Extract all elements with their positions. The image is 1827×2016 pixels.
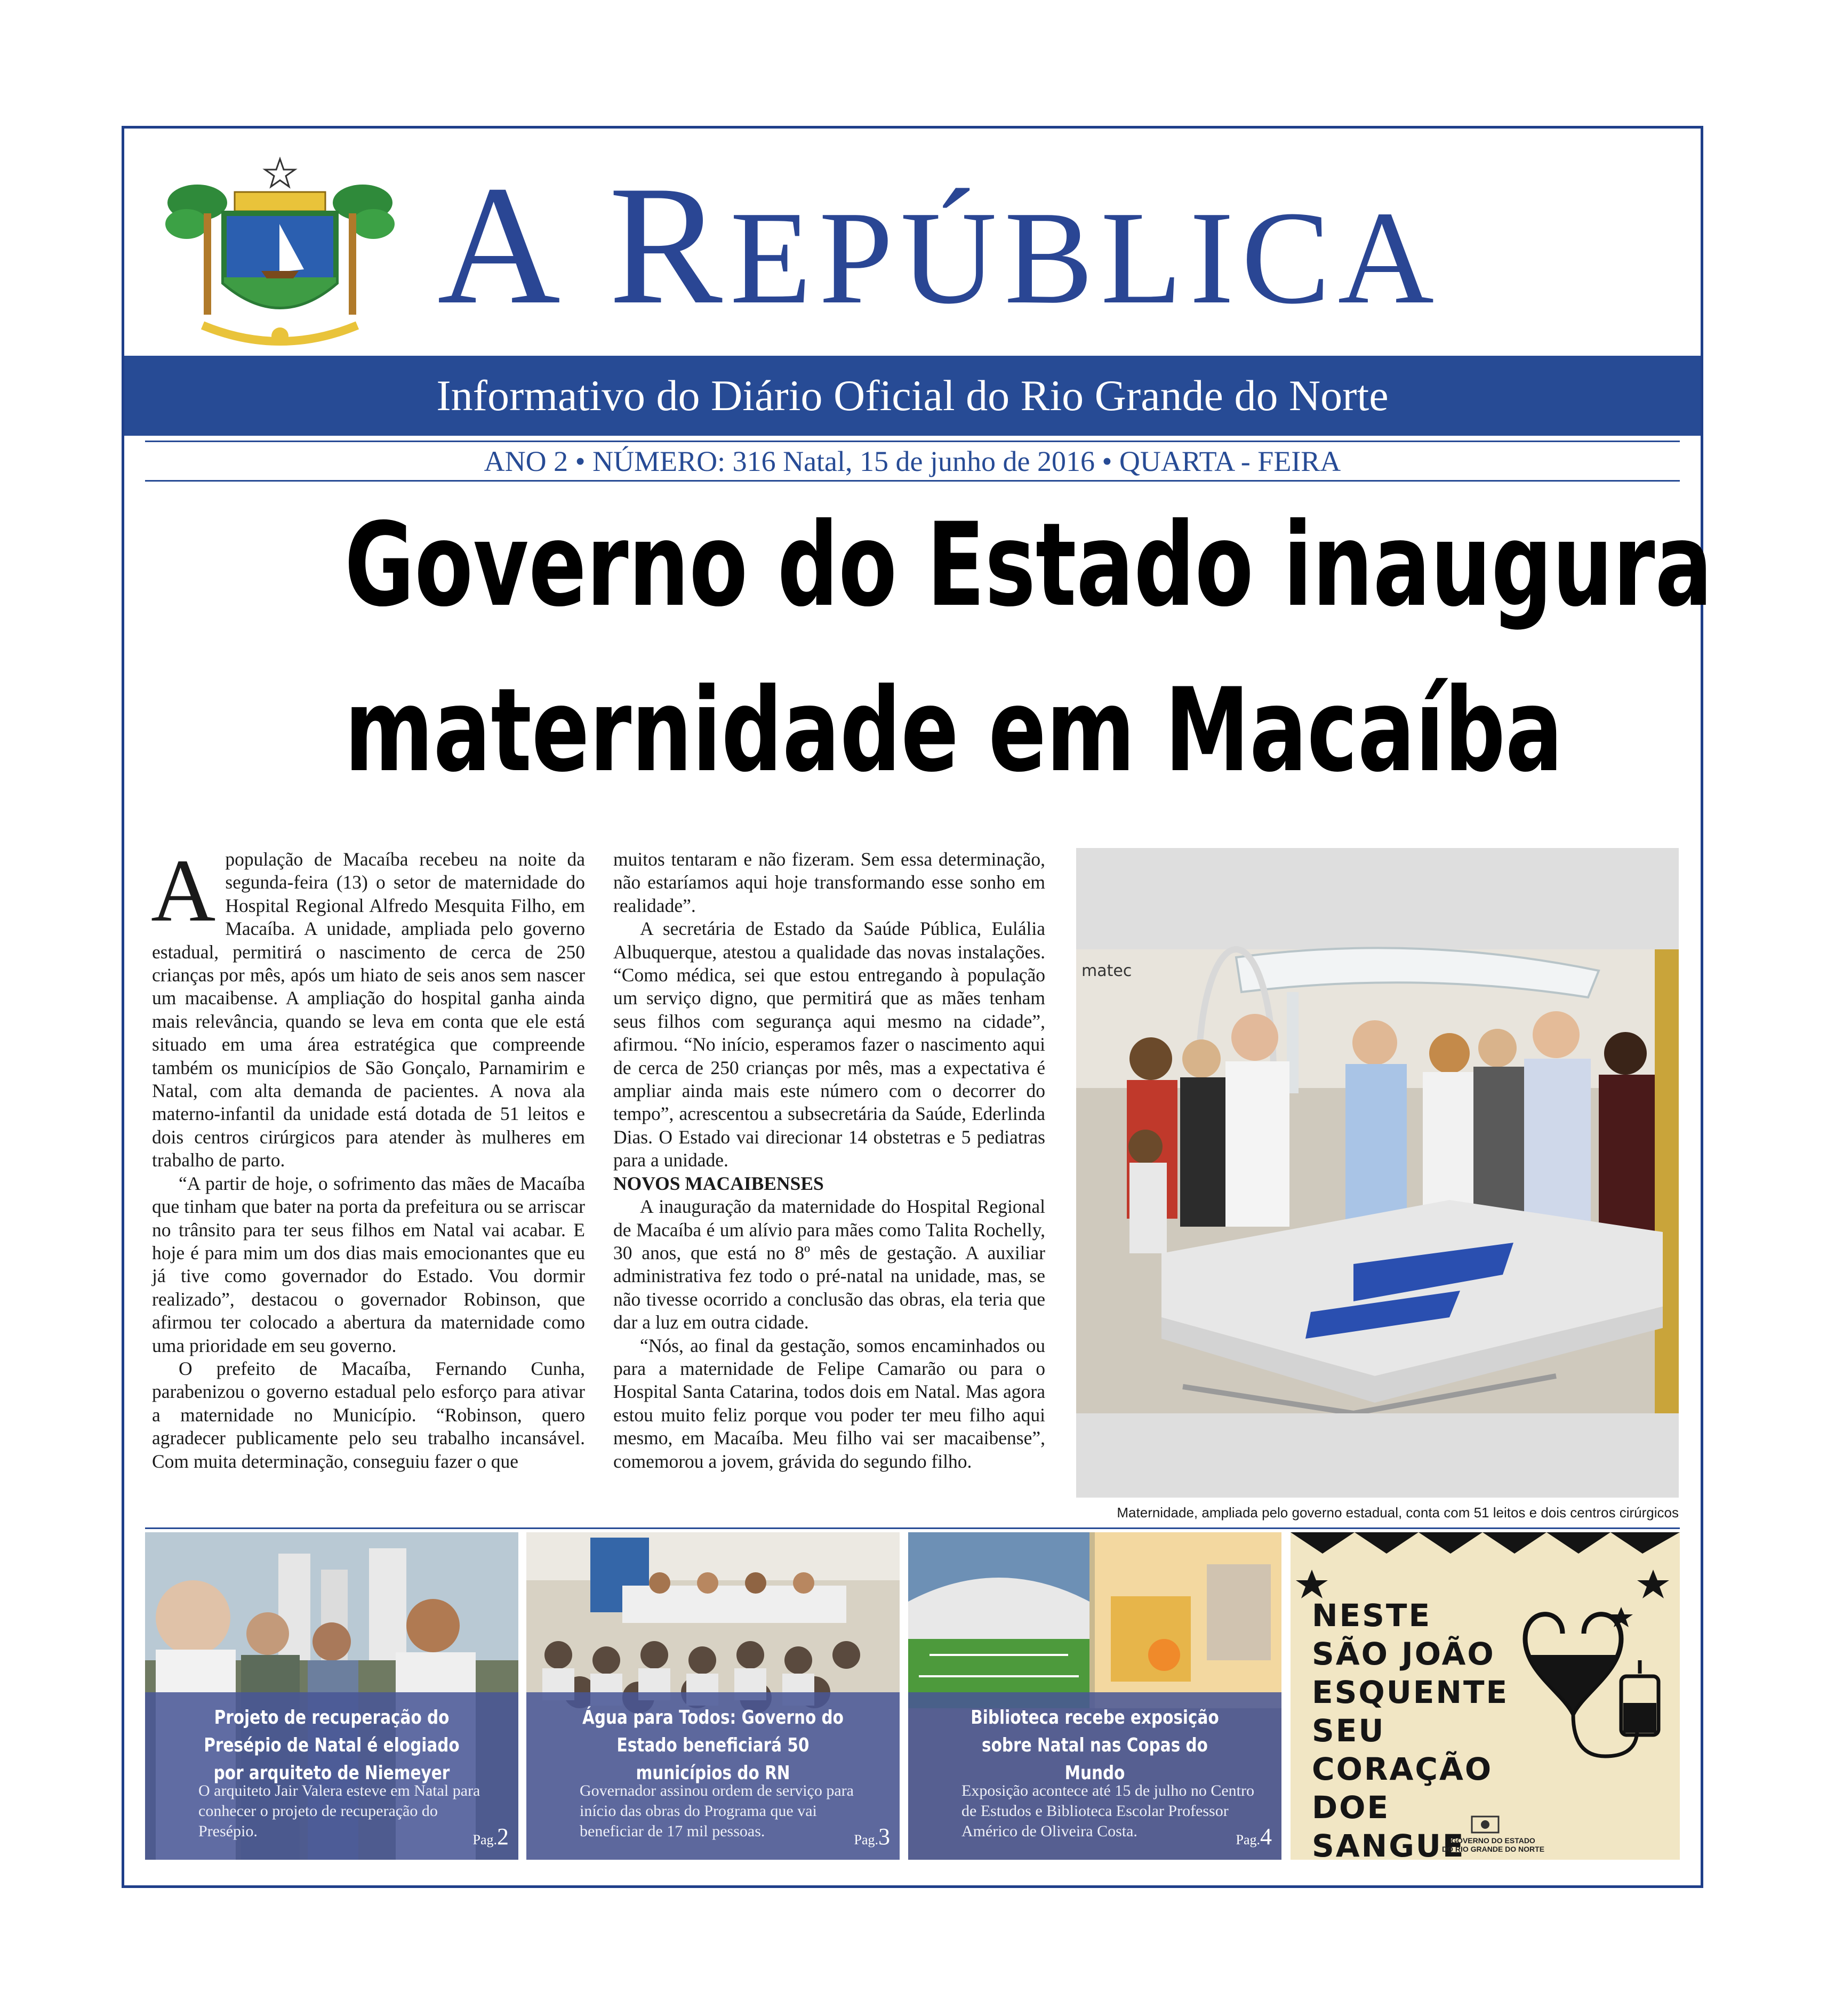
masthead-title-r: R	[608, 151, 730, 340]
article-paragraph-text: população de Macaíba recebeu na noite da segunda-feira (13) o setor de maternidade do Hospital Regional Alfredo Mesquita Filho, em Macaíba. A unidade, ampliada pelo governo estadual, permitirá o nascimento de cerca de 250 crianças por mês, após um hiato de seis anos sem nascer um macaibense. A ampliação do hospital ganha ainda mais relevância, quando se leva em conta que ele está situado em uma área estratégica que compreende também os municípios de São Gonçalo, Parnamirim e Natal, com alta demanda de pacientes. A nova ala materno-infantil da unidade está dotada de 51 leitos e dois centros cirúrgicos para atender às mulheres em trabalho de parto.	[152, 849, 585, 1171]
ad-slogan-line: DOE SANGUE	[1312, 1789, 1465, 1860]
ad-gov-line-2: DO RIO GRANDE DO NORTE	[1441, 1845, 1545, 1853]
article-column-2	[613, 848, 1045, 1473]
dateline: ANO 2 • NÚMERO: 316 Natal, 15 de junho de 2016 • QUARTA - FEIRA	[484, 445, 1341, 477]
article-column-1	[151, 841, 585, 1473]
teaser-card-presepio[interactable]	[145, 1532, 518, 1860]
page-number: 3	[878, 1823, 890, 1850]
main-photo	[1076, 848, 1679, 1498]
drop-cap: A	[151, 841, 216, 940]
ad-slogan-line: ESQUENTE	[1312, 1674, 1509, 1710]
photo-caption: Maternidade, ampliada pelo governo estadual, conta com 51 leitos e dois centros cirúrgicos	[1117, 1505, 1679, 1521]
heart-blood-bag-icon	[1515, 1596, 1674, 1799]
article-paragraph: A inauguração da maternidade do Hospital Regional de Macaíba é um alívio para mães como Talita Rochelly, 30 anos, que está no 8º mês de gestação. A auxiliar administrativa fez todo o pré-natal na unidade, mas, se não tivesse ocorrido a conclusão das obras, ela teria que dar a luz em outra cidade.	[613, 1196, 1045, 1333]
teaser-summary: Exposição acontece até 15 de julho no Centro de Estudos e Biblioteca Escolar Professor Américo de Oliveira Costa.	[961, 1782, 1254, 1840]
ad-slogan-line: NESTE	[1312, 1597, 1432, 1634]
article-paragraph: O prefeito de Macaíba, Fernando Cunha, parabenizou o governo estadual pelo esforço para ativar a maternidade no Município. “Robinson, quero agradecer publicamente pelo seu trabalho incansável. Com muita determinação, conseguiu fazer o que	[152, 1357, 585, 1472]
page-number: 4	[1260, 1823, 1272, 1850]
teaser-summary: O arquiteto Jair Valera esteve em Natal para conhecer o projeto de recuperação do Presépio.	[198, 1782, 480, 1840]
teaser-page-ref	[1236, 1823, 1272, 1850]
ad-slogan-line: SÃO JOÃO	[1312, 1636, 1495, 1672]
article-paragraph: “A partir de hoje, o sofrimento das mães de Macaíba que tinham que bater na porta da prefeitura ou se arriscar no trânsito para ter seus filhos em Natal vai acabar. E hoje é para mim um dos dias mais emocionantes que eu já tive como governador do Estado. Vou dormir realizado”, destacou o governador Robinson, que afirmou ter colocado a abertura da maternidade como uma prioridade em seu governo.	[152, 1172, 585, 1356]
article-subheading: NOVOS MACAIBENSES	[613, 1172, 824, 1194]
teaser-page-ref	[473, 1823, 509, 1850]
teaser-title[interactable]: Biblioteca recebe exposição sobre Natal nas Copas do Mundo	[971, 1707, 1219, 1784]
teaser-summary: Governador assinou ordem de serviço para início das obras do Programa que vai beneficiar de 17 mil pessoas.	[580, 1782, 854, 1840]
photo-sign-text: matec	[1081, 962, 1132, 980]
page-label: Pag.	[1236, 1832, 1260, 1847]
bottom-section-rule	[145, 1527, 1680, 1529]
masthead-title-a: A	[437, 151, 559, 340]
teaser-title[interactable]: Água para Todos: Governo do Estado beneficiará 50 municípios do RN	[582, 1707, 844, 1784]
ad-government-credit	[1413, 1836, 1573, 1853]
coat-of-arms-icon	[165, 155, 395, 357]
dateline-rule-bottom	[145, 480, 1680, 482]
ad-slogan-line: SEU CORAÇÃO	[1312, 1713, 1493, 1787]
page-number: 2	[497, 1823, 509, 1850]
article-paragraph: “Nós, ao final da gestação, somos encaminhados ou para a maternidade de Felipe Camarão ou para o Hospital Santa Catarina, todos dois em Natal. Mas agora estou muito feliz porque vou poder ter meu filho aqui mesmo, em Macaíba. Meu filho vai ser macaibense”, comemorou a jovem, grávida do segundo filho.	[613, 1334, 1045, 1472]
page-label: Pag.	[472, 1832, 497, 1847]
dateline-rule-top	[145, 441, 1680, 442]
headline-line-1: Governo do Estado inaugura	[344, 498, 1713, 632]
blood-donation-ad[interactable]	[1291, 1532, 1680, 1860]
masthead-subtitle: Informativo do Diário Oficial do Rio Grande do Norte	[124, 356, 1701, 436]
teaser-title[interactable]: Projeto de recuperação do Presépio de Natal é elogiado por arquiteto de Niemeyer	[204, 1707, 460, 1784]
article-paragraph	[151, 841, 585, 1172]
teaser-page-ref	[854, 1823, 891, 1850]
ad-gov-line-1: GOVERNO DO ESTADO	[1451, 1836, 1535, 1845]
teaser-card-agua-para-todos[interactable]	[526, 1532, 900, 1860]
article-paragraph: A secretária de Estado da Saúde Pública, Eulália Albuquerque, atestou a qualidade das novas instalações. “Como médica, sei que estou entregando à população um serviço digno, que permitirá que as mães tenham seus filhos com segurança aqui mesmo na cidade”, afirmou. “No início, esperamos fazer o nascimento aqui de cerca de 250 crianças por mês, mas a expectativa é ampliar ainda mais este número com o decorrer do tempo”, acrescentou a subsecretária da Saúde, Ederlinda Dias. O Estado vai direcionar 14 obstetras e 5 pediatras para a unidade.	[613, 918, 1045, 1171]
masthead-title	[437, 144, 1653, 347]
page-label: Pag.	[854, 1832, 878, 1847]
headline-line-2: maternidade em Macaíba	[344, 663, 1563, 797]
article-paragraph: muitos tentaram e não fizeram. Sem essa determinação, não estaríamos aqui hoje transformando esse sonho em realidade”.	[613, 849, 1045, 916]
state-crest-icon	[1469, 1814, 1501, 1835]
teaser-card-biblioteca[interactable]	[908, 1532, 1281, 1860]
masthead-title-rest: EPÚBLICA	[730, 184, 1442, 332]
